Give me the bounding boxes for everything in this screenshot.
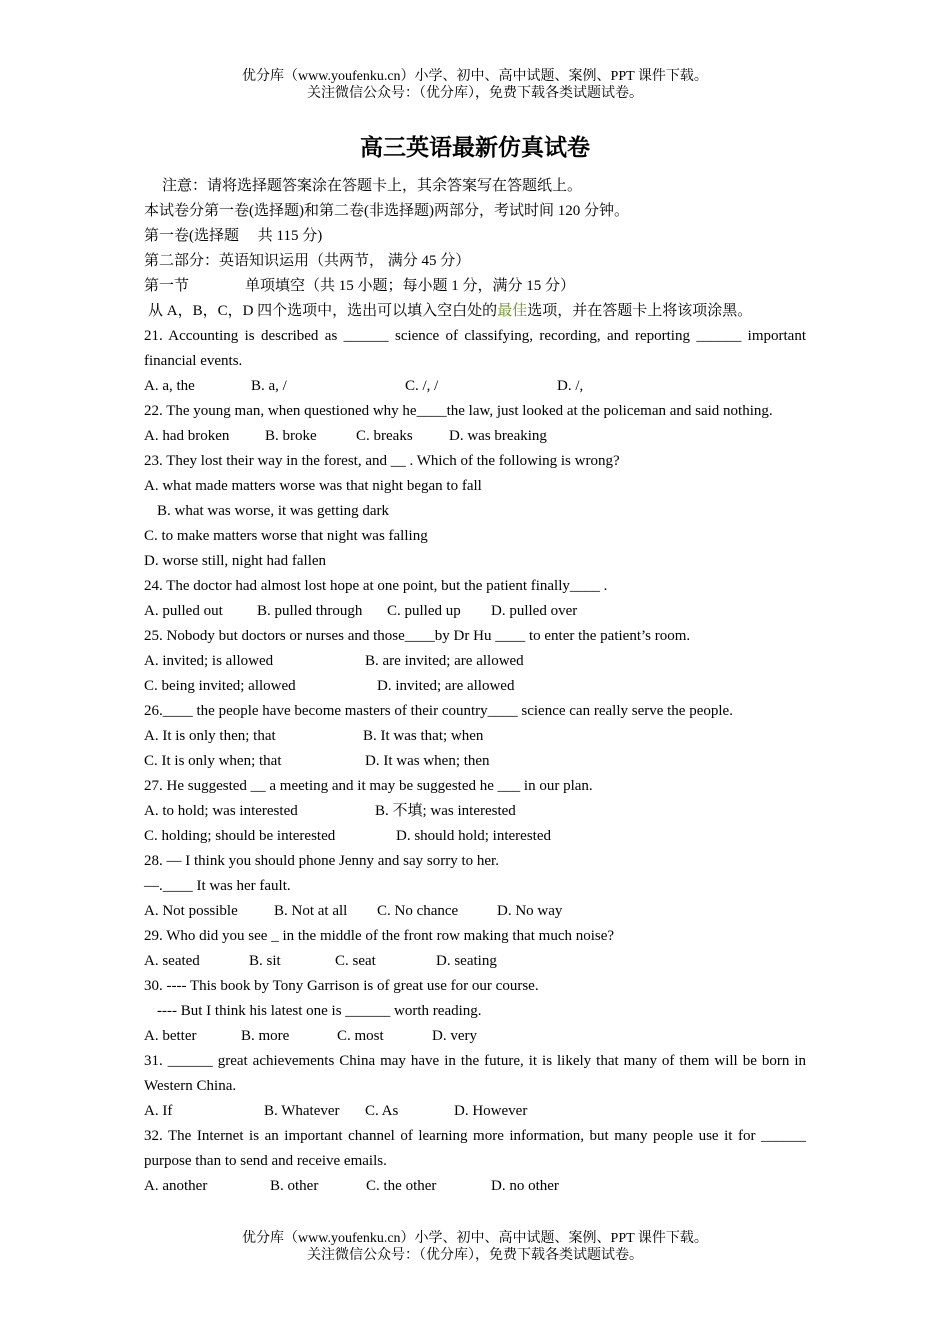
option-a: A. Not possible [144, 903, 238, 919]
footer-line-1: 优分库（www.youfenku.cn）小学、初中、高中试题、案例、PPT 课件下载。 [242, 1231, 708, 1246]
option-b: B. other [270, 1178, 319, 1194]
option-c: C. /, / [405, 378, 439, 394]
question-31-stem: 31. ______ great achievements China may have in the future, it is likely that many of them will be born in Western China. [144, 1053, 806, 1094]
question-29-options [144, 949, 806, 974]
option-d: D. pulled over [491, 603, 578, 619]
option-b: B. sit [249, 953, 281, 969]
question-32-stem: 32. The Internet is an important channel of learning more information, but many people use it for ______ purpose than to send and receive emails. [144, 1128, 806, 1169]
option-d: D. should hold; interested [396, 828, 551, 844]
option-c: C. seat [335, 953, 376, 969]
composition-line: 本试卷分第一卷(选择题)和第二卷(非选择题)两部分，考试时间 120 分钟。 [144, 203, 629, 219]
option-c: C. most [337, 1028, 384, 1044]
option-c: C. pulled up [387, 603, 461, 619]
question-26-options-row2 [144, 749, 806, 774]
option-b: B. 不填; was interested [375, 803, 516, 819]
option-d: D. It was when; then [365, 753, 490, 769]
notice-line: 注意：请将选择题答案涂在答题卡上，其余答案写在答题纸上。 [162, 178, 583, 194]
option-c: C. breaks [356, 428, 413, 444]
document-title: 高三英语最新仿真试卷 [360, 135, 590, 160]
instruction-text-post: 选项，并在答题卡上将该项涂黑。 [527, 303, 753, 319]
option-b: B. pulled through [257, 603, 363, 619]
instruction-line [144, 299, 806, 324]
question-30-stem-2: ---- But I think his latest one is ______ worth reading. [157, 1003, 482, 1019]
option-a: A. pulled out [144, 603, 223, 619]
option-d: D. invited; are allowed [377, 678, 515, 694]
page-footer [0, 1230, 950, 1264]
question-25-stem: 25. Nobody but doctors or nurses and those____by Dr Hu ____ to enter the patient’s room. [144, 628, 691, 644]
option-d: D. /, [557, 378, 584, 394]
question-25-options-row1 [144, 649, 806, 674]
option-a: A. invited; is allowed [144, 653, 274, 669]
question-30-stem-1: 30. ---- This book by Tony Garrison is of great use for our course. [144, 978, 539, 994]
option-d: D. No way [497, 903, 563, 919]
part-heading: 第二部分：英语知识运用（共两节， 满分 45 分） [144, 253, 471, 269]
footer-line-2: 关注微信公众号：（优分库），免费下载各类试题试卷。 [307, 1248, 643, 1263]
option-a: A. better [144, 1028, 197, 1044]
question-21-stem: 21. Accounting is described as ______ science of classifying, recording, and reporting ______ important financial events. [144, 328, 806, 369]
page-header [0, 68, 950, 102]
question-28-stem-1: 28. — I think you should phone Jenny and say sorry to her. [144, 853, 499, 869]
question-25-options-row2 [144, 674, 806, 699]
option-c: C. No chance [377, 903, 459, 919]
instruction-text-pre: 从 A，B，C，D 四个选项中，选出可以填入空白处的 [148, 303, 498, 319]
option-c: C. to make matters worse that night was falling [144, 528, 428, 544]
question-24-options [144, 599, 806, 624]
option-b: B. are invited; are allowed [365, 653, 524, 669]
option-d: D. However [454, 1103, 528, 1119]
option-a: A. had broken [144, 428, 230, 444]
volume-heading: 第一卷(选择题 共 115 分) [144, 228, 323, 244]
section-heading [144, 274, 806, 299]
header-line-1: 优分库（www.youfenku.cn）小学、初中、高中试题、案例、PPT 课件下载。 [242, 69, 708, 84]
question-22-options [144, 424, 806, 449]
option-a: A. a, the [144, 378, 195, 394]
question-27-options-row2 [144, 824, 806, 849]
option-d: D. no other [491, 1178, 559, 1194]
option-a: A. another [144, 1178, 208, 1194]
option-a: A. to hold; was interested [144, 803, 298, 819]
option-b: B. Not at all [274, 903, 348, 919]
question-30-options [144, 1024, 806, 1049]
option-b: B. broke [265, 428, 317, 444]
option-b: B. what was worse, it was getting dark [157, 503, 390, 519]
option-a: A. seated [144, 953, 200, 969]
option-d: D. seating [436, 953, 497, 969]
option-b: B. It was that; when [363, 728, 484, 744]
option-d: D. worse still, night had fallen [144, 553, 327, 569]
option-a: A. It is only then; that [144, 728, 276, 744]
exam-content [144, 174, 806, 1199]
option-d: D. was breaking [449, 428, 547, 444]
question-23-stem: 23. They lost their way in the forest, and __ . Which of the following is wrong? [144, 453, 620, 469]
option-c: C. being invited; allowed [144, 678, 296, 694]
option-c: C. It is only when; that [144, 753, 282, 769]
question-27-stem: 27. He suggested __ a meeting and it may be suggested he ___ in our plan. [144, 778, 593, 794]
option-a: A. If [144, 1103, 173, 1119]
option-d: D. very [432, 1028, 477, 1044]
section-description: 单项填空（共 15 小题；每小题 1 分，满分 15 分） [245, 278, 576, 294]
question-29-stem: 29. Who did you see _ in the middle of the front row making that much noise? [144, 928, 615, 944]
option-b: B. more [241, 1028, 290, 1044]
option-a: A. what made matters worse was that night began to fall [144, 478, 482, 494]
option-c: C. the other [366, 1178, 437, 1194]
option-b: B. a, / [251, 378, 287, 394]
question-24-stem: 24. The doctor had almost lost hope at one point, but the patient finally____ . [144, 578, 608, 594]
option-c: C. As [365, 1103, 399, 1119]
question-27-options-row1 [144, 799, 806, 824]
question-21-options [144, 374, 806, 399]
option-b: B. Whatever [264, 1103, 340, 1119]
question-22-stem: 22. The young man, when questioned why he____the law, just looked at the policeman and said nothing. [144, 403, 773, 419]
question-28-options [144, 899, 806, 924]
instruction-highlight: 最佳 [497, 303, 528, 319]
question-26-options-row1 [144, 724, 806, 749]
question-31-options [144, 1099, 806, 1124]
header-line-2: 关注微信公众号：（优分库），免费下载各类试题试卷。 [307, 86, 643, 101]
question-28-stem-2: —.____ It was her fault. [144, 878, 291, 894]
question-32-options [144, 1174, 806, 1199]
section-label: 第一节 [144, 278, 190, 294]
option-c: C. holding; should be interested [144, 828, 336, 844]
question-26-stem: 26.____ the people have become masters of their country____ science can really serve the people. [144, 703, 733, 719]
